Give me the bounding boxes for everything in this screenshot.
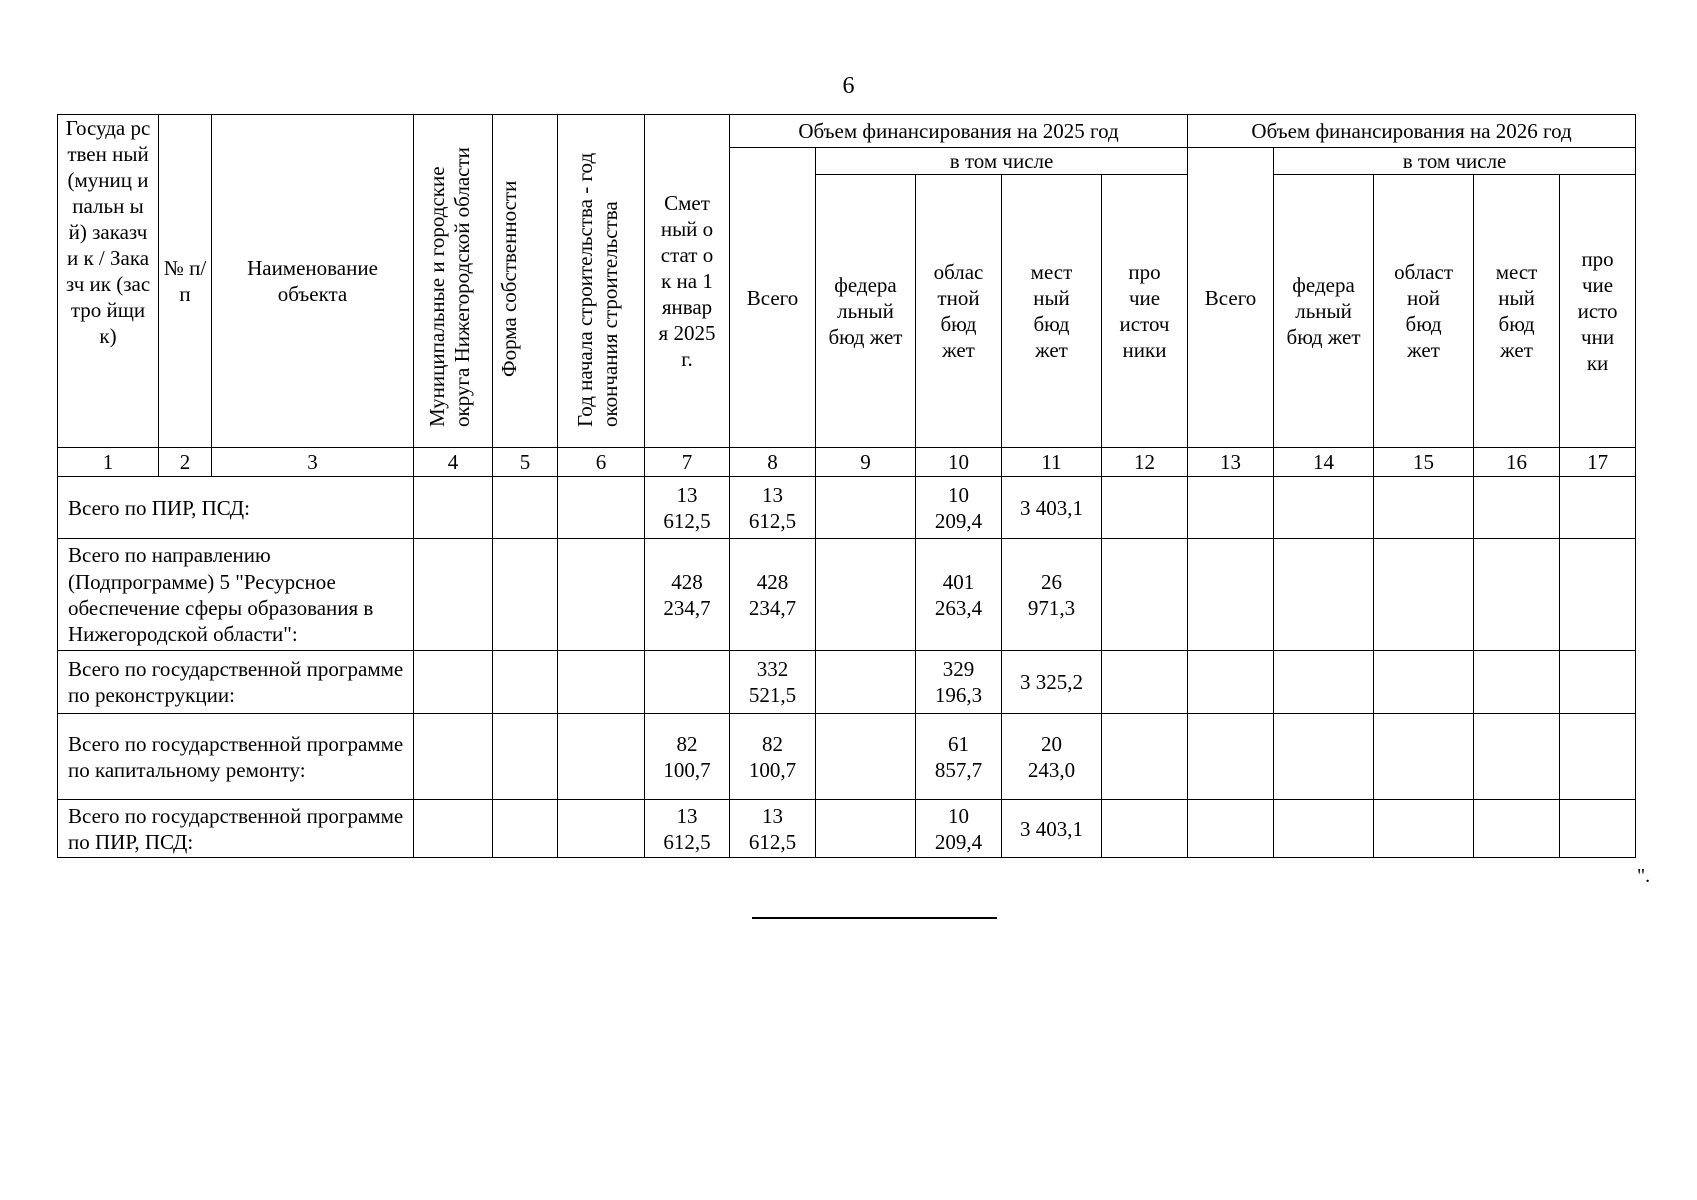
cell-total-2025	[730, 477, 816, 539]
cell-federal-2026	[1274, 539, 1374, 651]
header-federal-2025	[816, 175, 916, 448]
funding-table	[57, 114, 1636, 858]
column-number: 4	[414, 448, 493, 477]
cell-local-2025	[1002, 539, 1102, 651]
header-construction-years-text: Год начала строительства - год окончания строительства	[573, 152, 623, 427]
column-number: 3	[212, 448, 414, 477]
cell-regional-2025	[916, 800, 1002, 858]
cell-total-2025-value: 13 612,5	[748, 482, 797, 533]
cell-total-2025-value: 332 521,5	[748, 657, 797, 708]
cell-total-2026	[1188, 651, 1274, 714]
column-number: 11	[1002, 448, 1102, 477]
cell-regional-2025-value: 61 857,7	[934, 731, 983, 782]
cell-estimate-value: 428 234,7	[663, 569, 711, 620]
signature-line	[752, 917, 997, 919]
cell-local-2025	[1002, 714, 1102, 800]
cell-construction-years	[558, 651, 645, 714]
header-federal-2025-text: федера льный бюд жет	[828, 272, 903, 350]
cell-ownership-form	[493, 477, 558, 539]
cell-local-2026	[1474, 651, 1560, 714]
row-name: Всего по государственной программе по ПИР, ПСД:	[58, 800, 414, 858]
table-row	[58, 539, 1636, 651]
header-other-2026-text: про чие исто чни ки	[1577, 246, 1618, 376]
cell-estimate	[645, 539, 730, 651]
cell-municipalities	[414, 800, 493, 858]
cell-federal-2025	[816, 539, 916, 651]
header-ownership-form	[493, 115, 558, 448]
cell-local-2026	[1474, 800, 1560, 858]
cell-regional-2025-value: 10 209,4	[934, 803, 983, 854]
header-funding-2025: Объем финансирования на 2025 год	[730, 115, 1188, 148]
header-local-2025-text: мест ный бюд жет	[1030, 259, 1073, 363]
row-name: Всего по государственной программе по реконструкции:	[58, 651, 414, 714]
cell-regional-2025	[916, 714, 1002, 800]
row-name: Всего по ПИР, ПСД:	[58, 477, 414, 539]
cell-local-2026	[1474, 539, 1560, 651]
column-number: 9	[816, 448, 916, 477]
cell-municipalities	[414, 714, 493, 800]
cell-total-2026	[1188, 800, 1274, 858]
cell-other-2025	[1102, 477, 1188, 539]
column-number: 14	[1274, 448, 1374, 477]
header-regional-2026-text: област ной бюд жет	[1394, 259, 1454, 363]
header-customer	[58, 115, 159, 448]
row-name: Всего по направлению (Подпрограмме) 5 "Ресурсное обеспечение сферы образования в Нижегородской области":	[58, 539, 414, 651]
cell-estimate	[645, 714, 730, 800]
header-including-2025: в том числе	[816, 148, 1188, 175]
cell-other-2025	[1102, 800, 1188, 858]
cell-total-2026	[1188, 477, 1274, 539]
cell-local-2026	[1474, 714, 1560, 800]
cell-total-2025-value: 82 100,7	[748, 731, 797, 782]
cell-other-2025	[1102, 539, 1188, 651]
header-regional-2025-text: облас тной бюд жет	[933, 259, 984, 363]
header-federal-2026-text: федера льный бюд жет	[1286, 272, 1361, 350]
cell-estimate-value: 13 612,5	[663, 803, 711, 854]
cell-ownership-form	[493, 539, 558, 651]
column-number: 7	[645, 448, 730, 477]
column-number: 13	[1188, 448, 1274, 477]
header-municipalities-text: Муниципальные и городские округа Нижегородской области	[425, 147, 475, 427]
cell-ownership-form	[493, 651, 558, 714]
cell-local-2025-value: 20 243,0	[1027, 731, 1076, 782]
header-construction-years	[558, 115, 645, 448]
column-number: 2	[159, 448, 212, 477]
cell-construction-years	[558, 539, 645, 651]
header-object-name: Наименование объекта	[212, 115, 414, 448]
cell-construction-years	[558, 477, 645, 539]
cell-local-2025: 3 403,1	[1002, 477, 1102, 539]
header-funding-2026: Объем финансирования на 2026 год	[1188, 115, 1636, 148]
column-number: 1	[58, 448, 159, 477]
column-number: 16	[1474, 448, 1560, 477]
closing-quote: ".	[1637, 865, 1651, 887]
cell-regional-2026	[1374, 539, 1474, 651]
cell-other-2025	[1102, 714, 1188, 800]
cell-local-2025: 3 325,2	[1002, 651, 1102, 714]
column-number: 5	[493, 448, 558, 477]
cell-other-2026	[1560, 539, 1636, 651]
header-total-2025: Всего	[730, 148, 816, 448]
page-number: 6	[842, 73, 855, 99]
header-local-2026	[1474, 175, 1560, 448]
cell-total-2026	[1188, 714, 1274, 800]
header-local-2025	[1002, 175, 1102, 448]
cell-other-2026	[1560, 651, 1636, 714]
header-regional-2026	[1374, 175, 1474, 448]
cell-ownership-form	[493, 800, 558, 858]
cell-regional-2025	[916, 477, 1002, 539]
cell-regional-2026	[1374, 800, 1474, 858]
cell-other-2026	[1560, 477, 1636, 539]
column-number: 17	[1560, 448, 1636, 477]
header-local-2026-text: мест ный бюд жет	[1495, 259, 1538, 363]
cell-municipalities	[414, 651, 493, 714]
column-number: 8	[730, 448, 816, 477]
header-number: № п/п	[159, 115, 212, 448]
cell-regional-2025-value: 401 263,4	[934, 569, 983, 620]
cell-estimate-value: 13 612,5	[663, 482, 711, 533]
cell-federal-2025	[816, 477, 916, 539]
cell-total-2026	[1188, 539, 1274, 651]
cell-construction-years	[558, 800, 645, 858]
cell-regional-2025-value: 329 196,3	[934, 657, 983, 708]
cell-other-2026	[1560, 800, 1636, 858]
cell-total-2025	[730, 539, 816, 651]
cell-federal-2026	[1274, 477, 1374, 539]
header-estimate-balance	[645, 115, 730, 448]
header-other-2026	[1560, 175, 1636, 448]
cell-federal-2025	[816, 651, 916, 714]
cell-regional-2025	[916, 539, 1002, 651]
cell-local-2026	[1474, 477, 1560, 539]
cell-estimate-value: 82 100,7	[663, 731, 711, 782]
cell-other-2026	[1560, 714, 1636, 800]
cell-federal-2025	[816, 714, 916, 800]
cell-ownership-form	[493, 714, 558, 800]
table-row	[58, 714, 1636, 800]
row-name: Всего по государственной программе по капитальному ремонту:	[58, 714, 414, 800]
header-ownership-form-text: Форма собственности	[497, 180, 521, 377]
cell-federal-2026	[1274, 651, 1374, 714]
cell-total-2025	[730, 714, 816, 800]
cell-regional-2025-value: 10 209,4	[934, 482, 983, 533]
cell-regional-2026	[1374, 477, 1474, 539]
header-other-2025-text: про чие источ ники	[1119, 259, 1170, 363]
cell-municipalities	[414, 477, 493, 539]
cell-total-2025-value: 13 612,5	[748, 803, 797, 854]
header-municipalities	[414, 115, 493, 448]
cell-total-2025	[730, 651, 816, 714]
column-number: 10	[916, 448, 1002, 477]
header-estimate-balance-text: Смет ный остат ок на 1 январ я 2025 г.	[658, 190, 716, 372]
table-row	[58, 477, 1636, 539]
cell-regional-2026	[1374, 651, 1474, 714]
cell-total-2025	[730, 800, 816, 858]
cell-regional-2026	[1374, 714, 1474, 800]
cell-federal-2026	[1274, 800, 1374, 858]
header-total-2026: Всего	[1188, 148, 1274, 448]
header-including-2026: в том числе	[1274, 148, 1636, 175]
column-number: 6	[558, 448, 645, 477]
table-row	[58, 651, 1636, 714]
cell-municipalities	[414, 539, 493, 651]
cell-other-2025	[1102, 651, 1188, 714]
cell-regional-2025	[916, 651, 1002, 714]
cell-local-2025-value: 26 971,3	[1027, 569, 1076, 620]
cell-federal-2026	[1274, 714, 1374, 800]
header-federal-2026	[1274, 175, 1374, 448]
cell-estimate	[645, 800, 730, 858]
header-regional-2025	[916, 175, 1002, 448]
column-number: 12	[1102, 448, 1188, 477]
cell-total-2025-value: 428 234,7	[748, 569, 797, 620]
column-number: 15	[1374, 448, 1474, 477]
cell-estimate	[645, 477, 730, 539]
header-customer-text: Госуда рствен ный (муниц ипальн ый) заказчи к / Заказч ик (застро йщик)	[65, 116, 151, 349]
cell-federal-2025	[816, 800, 916, 858]
table-row	[58, 800, 1636, 858]
cell-local-2025: 3 403,1	[1002, 800, 1102, 858]
column-number-row	[58, 448, 1636, 477]
cell-construction-years	[558, 714, 645, 800]
header-other-2025	[1102, 175, 1188, 448]
cell-estimate	[645, 651, 730, 714]
